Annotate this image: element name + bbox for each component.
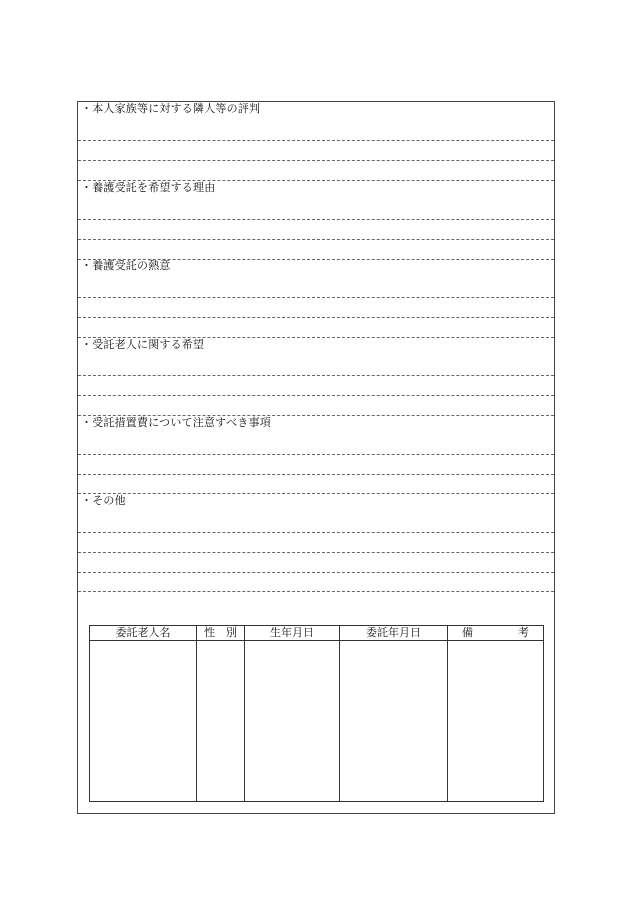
writing-line[interactable] — [78, 317, 554, 318]
section-heading: ・養護受託の熱意 — [81, 259, 171, 272]
header-elderly-name: 委託老人名 — [90, 626, 197, 641]
cell-entrust-date[interactable] — [340, 641, 448, 802]
section-heading: ・受託老人に関する希望 — [81, 338, 205, 351]
writing-line[interactable] — [78, 297, 554, 298]
section-heading: ・その他 — [81, 494, 126, 507]
header-entrust-date: 委託年月日 — [340, 626, 448, 641]
cell-remarks[interactable] — [448, 641, 544, 802]
table-header-row — [90, 626, 544, 641]
section-heading: ・養護受託を希望する理由 — [81, 181, 216, 194]
header-remarks — [448, 626, 544, 641]
writing-line[interactable] — [78, 375, 554, 376]
writing-line[interactable] — [78, 552, 554, 553]
cell-elderly-name[interactable] — [90, 641, 197, 802]
writing-line[interactable] — [78, 239, 554, 240]
header-sex — [197, 626, 245, 641]
table-row — [90, 641, 544, 802]
writing-line[interactable] — [78, 140, 554, 141]
writing-line[interactable] — [78, 160, 554, 161]
header-sex-char-1: 性 — [204, 626, 215, 639]
writing-line[interactable] — [78, 572, 554, 573]
header-remarks-char-1: 備 — [462, 626, 473, 639]
section-heading: ・受託措置費について注意すべき事項 — [81, 416, 271, 429]
header-birth-date: 生年月日 — [245, 626, 340, 641]
writing-line[interactable] — [78, 219, 554, 220]
cell-sex[interactable] — [197, 641, 245, 802]
entrusted-elderly-table — [89, 625, 544, 802]
section-heading: ・本人家族等に対する隣人等の評判 — [81, 102, 261, 115]
writing-line[interactable] — [78, 395, 554, 396]
writing-line[interactable] — [78, 454, 554, 455]
writing-line[interactable] — [78, 591, 554, 592]
writing-line[interactable] — [78, 474, 554, 475]
writing-line[interactable] — [78, 532, 554, 533]
writing-line[interactable] — [78, 493, 554, 494]
header-remarks-char-2: 考 — [518, 626, 529, 639]
cell-birth-date[interactable] — [245, 641, 340, 802]
form-frame — [77, 101, 555, 814]
header-sex-char-2: 別 — [226, 626, 237, 639]
